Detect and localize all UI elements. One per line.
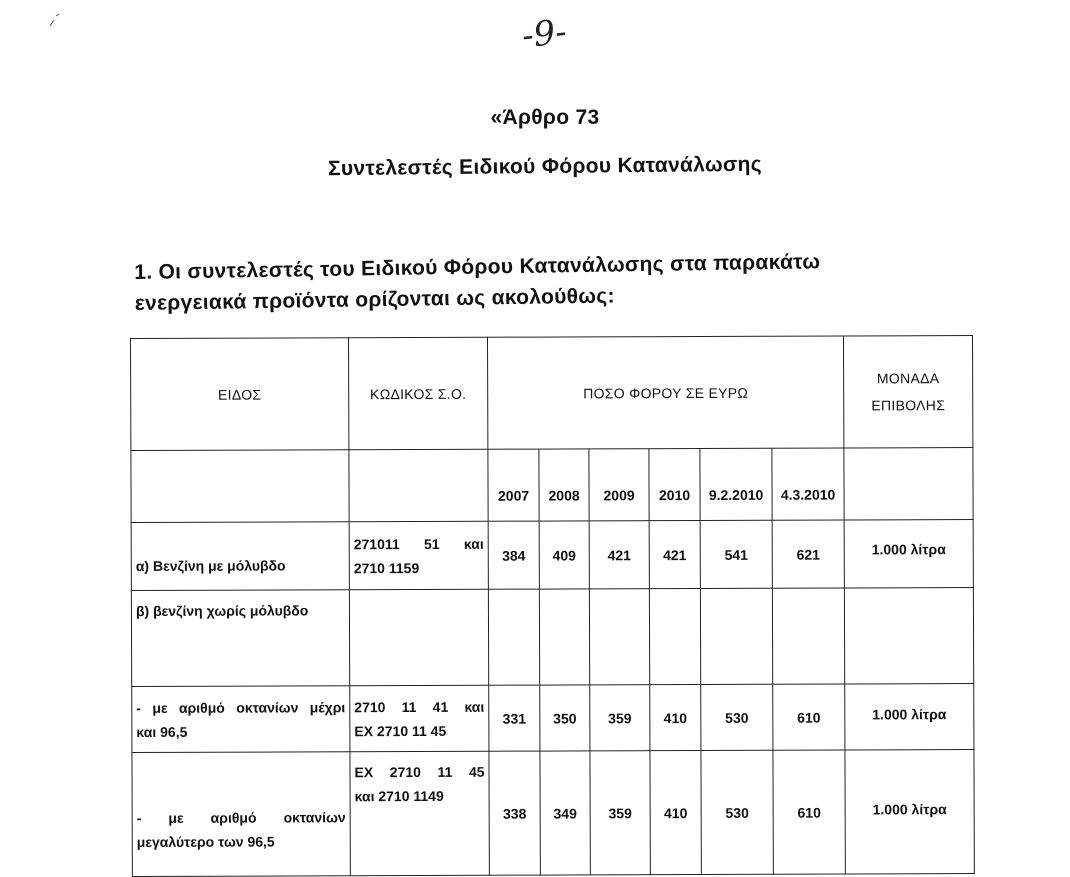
row-desc <box>132 686 350 753</box>
header-kind: ΕΙΔΟΣ <box>131 338 349 451</box>
paragraph-line-1: 1. Οι συντελεστές του Ειδικού Φόρου Κατανάλωσης στα παρακάτω <box>134 250 821 284</box>
row-value: 331 <box>489 685 540 751</box>
row-blank <box>539 589 589 685</box>
row-value: 610 <box>773 684 845 750</box>
row-unit: 1.000 λίτρα <box>845 684 974 750</box>
years-blank-kind <box>131 450 349 523</box>
row-value: 338 <box>489 751 540 875</box>
row-blank <box>649 589 700 685</box>
row-value: 530 <box>701 750 773 874</box>
row-blank <box>488 589 539 685</box>
row-blank <box>589 589 649 685</box>
row-value: 384 <box>488 521 539 589</box>
row-unit: 1.000 λίτρα <box>845 750 974 874</box>
row-code-line-2: 2710 1159 <box>353 559 420 576</box>
table-row <box>132 684 974 753</box>
row-code-line-1: ΕΧ 2710 11 45 <box>354 763 485 781</box>
row-value: 410 <box>650 685 701 751</box>
stray-pen-mark <box>48 12 62 28</box>
header-unit <box>843 336 972 448</box>
row-blank <box>772 588 844 684</box>
table-row <box>132 750 974 877</box>
row-value: 349 <box>540 751 590 875</box>
row-unit: 1.000 λίτρα <box>844 520 973 588</box>
year-cell: 2007 <box>488 449 539 521</box>
row-desc <box>132 752 350 877</box>
row-value: 409 <box>539 521 589 589</box>
tax-rates-table <box>130 335 975 877</box>
row-desc: α) Βενζίνη με μόλυβδο <box>131 522 349 591</box>
year-cell: 9.2.2010 <box>700 448 772 520</box>
row-desc-line-1: - με αριθμό οκτανίων μέχρι <box>136 698 346 716</box>
row-desc-line-2: μεγαλύτερο των 96,5 <box>136 832 275 850</box>
row-value: 421 <box>589 521 649 589</box>
year-cell: 2010 <box>649 449 700 521</box>
row-code-line-2: ΕΧ 2710 11 45 <box>354 722 447 739</box>
row-code-line-1: 271011 51 και <box>353 535 484 552</box>
row-blank <box>700 588 772 684</box>
header-row <box>131 336 973 451</box>
header-code: ΚΩΔΙΚΟΣ Σ.Ο. <box>349 337 488 449</box>
row-value: 410 <box>650 751 701 875</box>
year-cell: 4.3.2010 <box>772 448 844 520</box>
row-desc-line-1: - με αριθμό οκτανίων <box>136 808 346 826</box>
row-value: 359 <box>590 685 650 751</box>
header-amount: ΠΟΣΟ ΦΟΡΟΥ ΣΕ ΕΥΡΩ <box>487 336 843 449</box>
row-desc-line-2: και 96,5 <box>136 723 188 740</box>
row-code-line-1: 2710 11 41 και <box>354 698 485 715</box>
row-value: 610 <box>773 750 845 874</box>
years-blank-code <box>349 449 488 521</box>
header-unit-line-1: ΜΟΝΑΔΑ <box>876 369 940 386</box>
row-code <box>350 685 489 751</box>
years-row <box>131 448 973 523</box>
article-title: «Άρθρο 73 <box>490 106 600 129</box>
year-cell: 2009 <box>589 449 649 521</box>
row-value: 350 <box>540 685 590 751</box>
paragraph-intro <box>134 244 935 319</box>
row-blank <box>844 588 973 684</box>
row-code <box>349 521 488 589</box>
header-unit-line-2: ΕΠΙΒΟΛΗΣ <box>871 396 946 413</box>
table-row <box>131 520 973 591</box>
table-row <box>131 588 973 687</box>
row-desc: β) βενζίνη χωρίς μόλυβδο <box>131 590 349 687</box>
row-code <box>350 751 489 875</box>
row-value: 359 <box>590 751 650 875</box>
row-value: 621 <box>772 520 844 588</box>
row-value: 541 <box>700 520 772 588</box>
row-code-line-2: και 2710 1149 <box>354 787 444 805</box>
article-subtitle: Συντελεστές Ειδικού Φόρου Κατανάλωσης <box>327 152 763 181</box>
paragraph-line-2: ενεργειακά προϊόντα ορίζονται ως ακολούθως: <box>134 284 616 315</box>
row-blank <box>349 589 488 685</box>
years-blank-unit <box>844 448 973 520</box>
page-number: -9- <box>520 11 569 57</box>
row-value: 421 <box>649 521 700 589</box>
row-value: 530 <box>701 684 773 750</box>
year-cell: 2008 <box>539 449 589 521</box>
